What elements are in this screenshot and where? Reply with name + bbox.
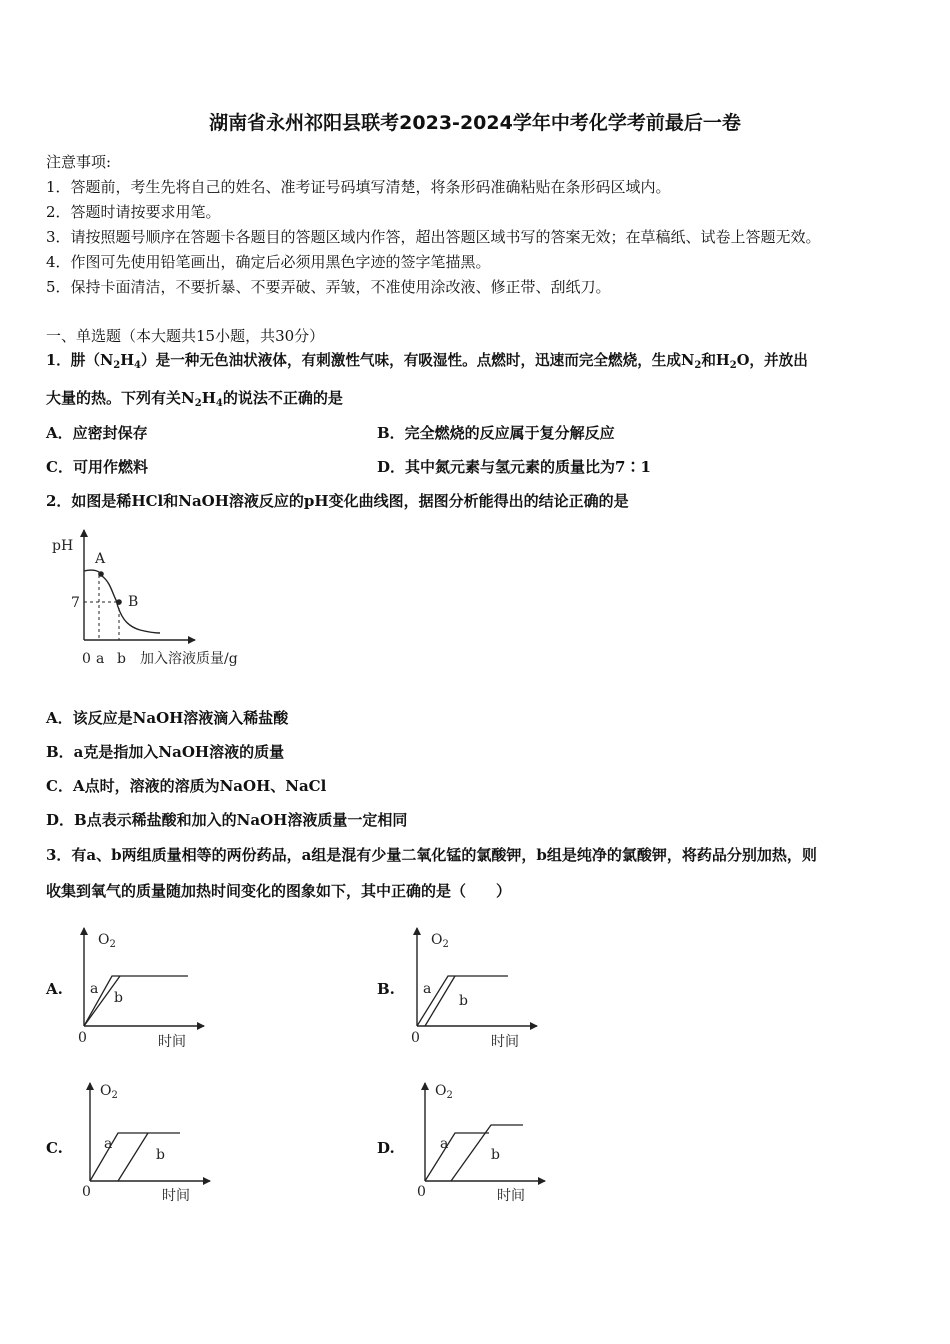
q3-stem-line1: 3．有a、b两组质量相等的两份药品，a组是混有少量二氧化锰的氯酸钾，b组是纯净的氯酸钾，将药品分别加热，则 [46,846,817,864]
line-a [84,976,188,1026]
q3-option-b-label: B. [377,980,395,998]
page-title: 湖南省永州祁阳县联考2023-2024学年中考化学考前最后一卷 [209,112,741,134]
q2-option-d: D．B点表示稀盐酸和加入的NaOH溶液质量一定相同 [46,811,408,829]
x-axis-label: 时间 [497,1188,525,1204]
q1-option-c: C．可用作燃料 [46,458,148,476]
q2-stem: 2．如图是稀HCl和NaOH溶液反应的pH变化曲线图，据图分析能得出的结论正确的是 [46,492,629,510]
q2-ph-graph [40,520,270,675]
q3-graph-a [70,920,215,1055]
q1-option-b: B．完全燃烧的反应属于复分解反应 [377,424,615,442]
curve-a-label: a [104,1136,113,1152]
q2-option-a: A．该反应是NaOH溶液滴入稀盐酸 [46,709,289,727]
seven-tick-label: 7 [71,595,80,611]
notice-item: 2．答题时请按要求用笔。 [46,203,221,221]
q3-graph-d [411,1075,556,1210]
point-a-label: A [95,551,106,567]
line-b [118,1133,148,1181]
curve-b-label: b [156,1147,165,1163]
q3-option-c-label: C. [46,1139,63,1157]
section-heading: 一、单选题（本大题共15小题，共30分） [46,327,325,345]
origin-label: 0 [411,1030,420,1046]
q2-option-b: B．a克是指加入NaOH溶液的质量 [46,743,285,761]
y-axis-label: $O_2$ [435,1083,453,1101]
ph-curve [84,570,160,633]
notice-heading: 注意事项: [46,153,112,171]
q2-option-c: C．A点时，溶液的溶质为NaOH、NaCl [46,777,327,795]
notice-item: 4．作图可先使用铅笔画出，确定后必须用黑色字迹的签字笔描黑。 [46,253,491,271]
curve-a-label: a [90,981,99,997]
curve-b-label: b [459,993,468,1009]
y-axis-label: pH [52,538,74,554]
q1-stem-line2: 大量的热。下列有关$N_2H_4$的说法不正确的是 [46,389,343,409]
notice-item: 5．保持卡面清洁，不要折暴、不要弄破、弄皱，不准使用涂改液、修正带、刮纸刀。 [46,278,611,296]
origin-label: 0 [78,1030,87,1046]
origin-label: 0 [82,651,91,667]
curve-a-label: a [440,1136,449,1152]
q3-option-a-label: A. [46,980,63,998]
point-b-dot [116,599,122,605]
curve-b-label: b [114,990,123,1006]
origin-label: 0 [417,1184,426,1200]
point-a-dot [98,571,104,577]
a-tick-label: a [96,651,105,667]
q1-stem-line1: 1．肼$(N_2H_4)$是一种无色油状液体，有刺激性气味，有吸湿性。点燃时，迅速而完全燃烧，生成$N_2$和$H_2O$，并放出 [46,352,808,371]
y-axis-label: $O_2$ [98,932,116,950]
y-axis-label: $O_2$ [431,932,449,950]
q1-option-a: A．应密封保存 [46,424,148,442]
x-axis-label: 加入溶液质量/g [140,651,238,667]
x-axis-label: 时间 [162,1188,190,1204]
x-axis-label: 时间 [491,1034,519,1050]
curve-b-label: b [491,1147,500,1163]
curve-a-label: a [423,981,432,997]
point-b-label: B [128,594,139,610]
q3-option-d-label: D. [377,1139,395,1157]
origin-label: 0 [82,1184,91,1200]
notice-item: 3．请按照题号顺序在答题卡各题目的答题区域内作答，超出答题区域书写的答案无效；在草稿纸、试卷上答题无效。 [46,228,821,246]
b-tick-label: b [117,651,126,667]
q3-graph-c [76,1075,221,1210]
q1-option-d: D．其中氮元素与氢元素的质量比为7∶1 [377,458,651,476]
notice-item: 1．答题前，考生先将自己的姓名、准考证号码填写清楚，将条形码准确粘贴在条形码区域内。 [46,178,671,196]
q3-stem-line2: 收集到氧气的质量随加热时间变化的图象如下，其中正确的是（ ） [46,882,512,900]
q3-graph-b [403,920,548,1055]
x-axis-label: 时间 [158,1034,186,1050]
y-axis-label: $O_2$ [100,1083,118,1101]
